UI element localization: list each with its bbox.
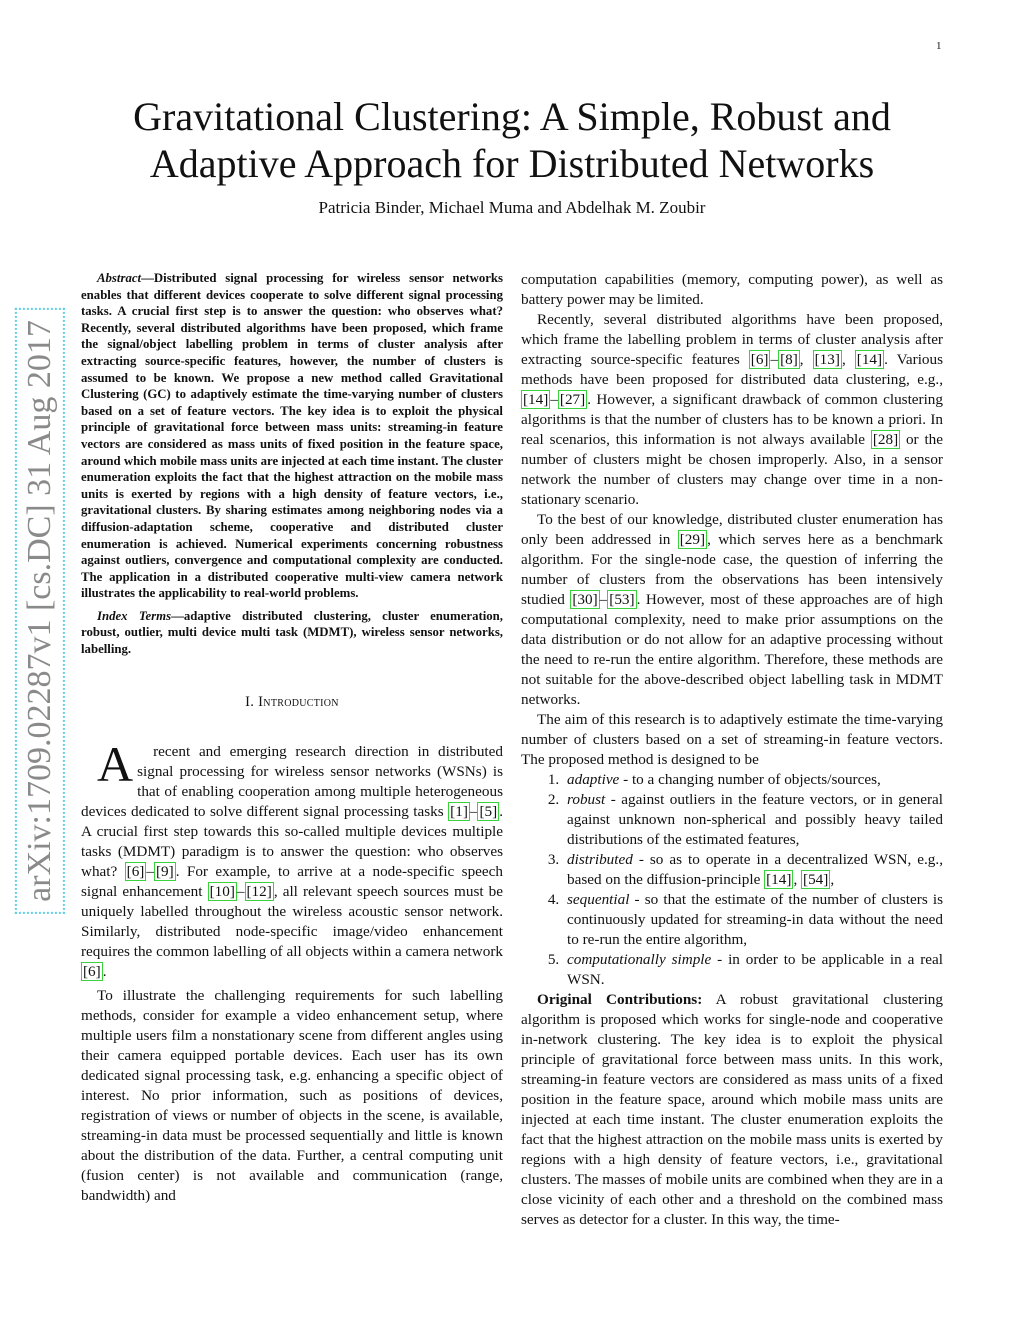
citation-separator: , — [799, 351, 813, 368]
list-text: - so that the estimate of the number of clusters is continuously updated for streaming-in data without the need to re-run the entire algorithm, — [567, 891, 943, 948]
contributions-paragraph — [521, 990, 943, 1230]
index-terms-label: Index Terms — [97, 608, 172, 623]
list-text: - against outliers in the feature vectors, or in general against unknown non-spherical and possibly heavy tailed distributions of the estimated features, — [567, 791, 943, 848]
list-text: - to a changing number of objects/sources, — [619, 771, 881, 788]
citation-link[interactable]: [53] — [609, 591, 635, 608]
list-text: , — [830, 871, 835, 888]
citation-dash: – — [599, 591, 608, 608]
citation-link[interactable]: [27] — [559, 391, 586, 408]
citation-link[interactable]: [13] — [814, 351, 840, 368]
citation-link[interactable]: [29] — [679, 531, 706, 548]
citation-link[interactable]: [9] — [155, 862, 174, 880]
citation-link[interactable]: [1] — [450, 802, 468, 820]
arxiv-identifier[interactable]: arXiv:1709.02287v1 [cs.DC] 31 Aug 2017 — [15, 308, 65, 914]
section-heading — [81, 692, 503, 712]
citation-link[interactable]: [14] — [766, 871, 792, 888]
list-text: - in order to be applicable in a real WSN. — [567, 951, 944, 988]
list-item — [563, 950, 943, 990]
intro-text: . A crucial first step towards this so-called multiple devices multiple tasks (MDMT) paradigm is to answer the question: who observes what? — [81, 802, 503, 880]
citation-link[interactable]: [10] — [209, 882, 235, 900]
citation-link[interactable]: [6] — [126, 862, 145, 880]
right-column — [521, 270, 943, 1230]
citation-link[interactable]: [12] — [246, 882, 272, 900]
intro-paragraph-2: To illustrate the challenging requirements for such labelling methods, consider for example a video enhancement setup, where multiple users film a nonstationary scene from different angles using their camera equipped portable devices. Each user has its own dedicated signal processing task, e.g. enhancing a specific object of interest. No prior information, such as positions of devices, registration of views or number of objects in the scene, is available, streaming-in data must be processed sequentially and little is known about the distribution of the data. Further, a central computing unit (fusion center) is not available and communication (range, bandwidth) and — [81, 986, 503, 1204]
list-item — [563, 770, 943, 790]
section-title: Introduction — [258, 693, 339, 710]
citation-link[interactable]: [5] — [479, 802, 498, 820]
list-term: adaptive — [567, 771, 620, 788]
right-paragraph-1 — [521, 310, 943, 510]
citation-link[interactable]: [30] — [572, 591, 598, 608]
body-text: . Various methods have been proposed for distributed data clustering, e.g., — [521, 351, 944, 388]
list-term: robust — [567, 791, 606, 808]
page-number: 1 — [936, 40, 942, 52]
citation-link[interactable]: [14] — [523, 391, 549, 408]
index-terms — [81, 608, 503, 658]
body-text: To the best of our knowledge, distributed cluster enumeration has only been addressed in — [521, 511, 943, 548]
list-item — [563, 890, 943, 950]
abstract-label: Abstract — [97, 271, 142, 285]
citation-separator: , — [793, 871, 802, 888]
paper-title: Gravitational Clustering: A Simple, Robust and Adaptive Approach for Distributed Networks — [133, 94, 891, 186]
drop-cap: A — [97, 735, 134, 792]
citation-link[interactable]: [6] — [83, 962, 101, 980]
list-item — [563, 790, 943, 850]
citation-link[interactable]: [54] — [803, 871, 829, 888]
index-terms-text: —adaptive distributed clustering, cluster enumeration, robust, outlier, multi device multi task (MDMT), wireless sensor networks, labelling. — [81, 608, 503, 657]
list-term: computationally simple — [567, 951, 712, 968]
citation-dash: – — [146, 862, 154, 880]
abstract-text: —Distributed signal processing for wireless sensor networks enables that different devices cooperate to solve different signal processing tasks. A crucial first step is to answer the question: who observes what? Recently, several distributed algorithms have been proposed, which frame the signal/object labelling problem in terms of cluster analysis after extracting source-specific features, however, the number of clusters is assumed to be known. We propose a new method called Gravitational Clustering (GC) to adaptively estimate the time-varying number of clusters based on a set of feature vectors. The key idea is to exploit the physical principle of gravitational force between mass units: streaming-in feature vectors are considered as mass units of fixed position in the feature space, around which mobile mass units are injected at each time instant. The cluster enumeration exploits the fact that the highest attraction on the mobile mass units is exerted by regions with a high density of feature vectors, i.e., gravitational clusters. By sharing estimates among neighboring nodes via a diffusion-adaptation scheme, cooperative and distributed cluster enumeration is achieved. Numerical experiments concerning robustness against outliers, convergence and computational complexity are conducted. The application in a distributed cooperative multi-view camera network illustrates the applicability to real-world problems. — [81, 271, 503, 601]
abstract — [81, 270, 503, 602]
citation-dash: – — [236, 882, 245, 900]
body-text: or the number of clusters might be chosen improperly. Also, in a sensor network the number of clusters may change over time in a non-stationary scenario. — [521, 431, 943, 508]
citation-separator: , — [841, 351, 855, 368]
citation-dash: – — [469, 802, 478, 820]
properties-list — [521, 770, 943, 990]
intro-text: . For example, to arrive at a node-specific speech signal enhancement — [81, 862, 503, 900]
citation-link[interactable]: [14] — [856, 351, 883, 368]
contributions-text: A robust gravitational clustering algorithm is proposed which works for single-node and cooperative in-network clustering. The key idea is to exploit the physical principle of gravitational force between mass units. In this work, streaming-in feature vectors are considered as mass units of a fixed position in the feature space, around which mobile mass units are injected at each time instant. The cluster enumeration exploits the fact that the highest attraction on the mobile mass units is exerted by regions with a high density of feature vectors, i.e., gravitational clusters. The masses of mobile units are combined when they are in a close vicinity of each other and a threshold on the combined mass serves as detector for a cluster. In this way, the time- — [521, 991, 943, 1228]
list-item — [563, 850, 943, 890]
intro-text: , all relevant speech sources must be uniquely labelled throughout the wireless acoustic sensor network. Similarly, distributed node-specific image/video enhancement requires the common labelling of all objects within a camera network — [81, 882, 504, 960]
right-paragraph-2 — [521, 510, 943, 710]
citation-dash: – — [550, 391, 558, 408]
body-text: . However, a significant drawback of common clustering algorithms is that the number of clusters has to be known a priori. In real scenarios, this information is not always available — [521, 391, 943, 448]
citation-link[interactable]: [6] — [750, 351, 769, 368]
body-text: . However, most of these approaches are of high computational complexity, need to make prior assumptions on the data distribution or do not allow for an adaptive processing without the need to re-run the entire algorithm. Therefore, these methods are not suitable for the above-described object labelling task in MDMT networks. — [521, 591, 943, 708]
citation-link[interactable]: [28] — [872, 431, 899, 448]
intro-paragraph-1 — [81, 735, 504, 982]
section-number: I. — [245, 693, 255, 710]
arxiv-stamp[interactable] — [16, 316, 64, 906]
left-column — [81, 270, 503, 1206]
paper-authors: Patricia Binder, Michael Muma and Abdelhak M. Zoubir — [318, 198, 706, 217]
citation-link[interactable]: [8] — [780, 351, 798, 368]
citation-dash: – — [770, 351, 779, 368]
right-paragraph-3: The aim of this research is to adaptively estimate the time-varying number of clusters based on a set of streaming-in feature vectors. The proposed method is designed to be — [521, 711, 943, 768]
body-text: , which serves here as a benchmark algorithm. For the single-node case, the question of inferring the number of clusters from the observations has been intensively studied — [521, 531, 943, 608]
list-text: - so as to operate in a decentralized WSN, e.g., based on the diffusion-principle — [567, 851, 943, 888]
list-term: sequential — [567, 891, 630, 908]
contributions-label: Original Contributions: — [537, 991, 703, 1008]
intro-text: recent and emerging research direction in distributed signal processing for wireless sensor networks (WSNs) is that of enabling cooperation among multiple heterogeneous devices dedicated to solve different signal processing tasks — [81, 742, 503, 820]
list-term: distributed — [567, 851, 633, 868]
right-paragraph-0: computation capabilities (memory, computing power), as well as battery power may be limited. — [521, 271, 943, 308]
intro-text: . — [102, 962, 107, 980]
body-text: Recently, several distributed algorithms have been proposed, which frame the labelling problem in terms of cluster analysis after extracting source-specific features — [521, 311, 943, 368]
